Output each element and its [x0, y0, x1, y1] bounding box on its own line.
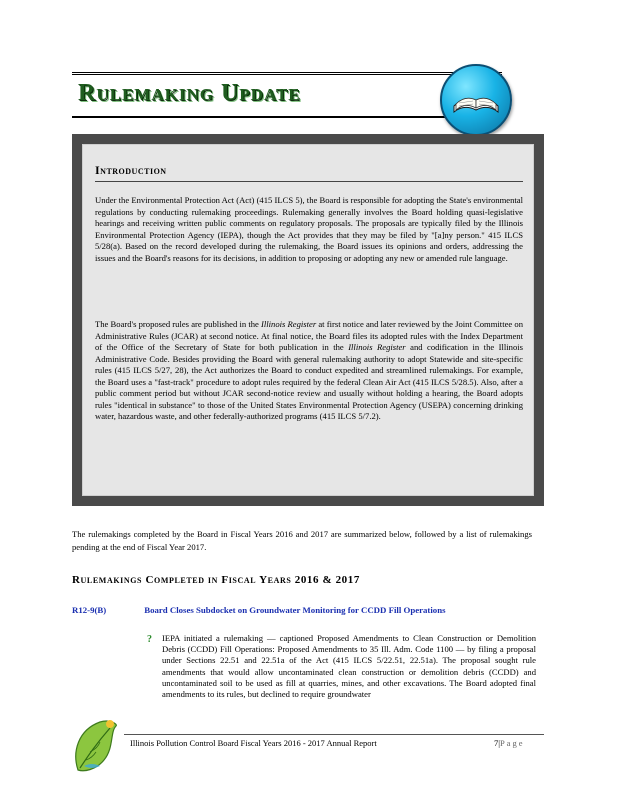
open-book-icon	[440, 64, 512, 136]
docket-heading	[72, 605, 542, 615]
footer-page-number	[494, 738, 524, 748]
introduction-paragraph-2	[95, 319, 523, 423]
introduction-box	[72, 134, 544, 506]
illinois-register-ref-2: Illinois Register	[348, 342, 406, 352]
header-bottom-rule	[72, 116, 502, 118]
introduction-heading: Introduction	[95, 163, 167, 177]
header-top-rule	[72, 72, 502, 75]
docket-title: Board Closes Subdocket on Groundwater Monitoring for CCDD Fill Operations	[144, 605, 446, 615]
page-separator: |	[498, 738, 500, 748]
introduction-panel	[82, 144, 534, 496]
footer-report-title: Illinois Pollution Control Board Fiscal Years 2016 - 2017 Annual Report	[130, 738, 377, 748]
page-word: Page	[499, 738, 525, 748]
footer-rule	[124, 734, 544, 735]
page-number: 7	[494, 738, 499, 748]
summary-paragraph: The rulemakings completed by the Board in Fiscal Years 2016 and 2017 are summarized below, followed by a list of rulemakings pending at the end of Fiscal Year 2017.	[72, 529, 532, 552]
docket-number: R12-9(B)	[72, 605, 107, 615]
docket-summary-text: IEPA initiated a rulemaking — captioned Proposed Amendments to Clean Construction or Demolition Debris (CCDD) Fill Operations: Proposed Amendments to 35 Ill. Adm. Code 1100 — by filing a proposal under Sections 22.51 and 22.51a of the Act (415 ILCS 5/22.51, 22.51a). The proposal sought rule amendments that would allow uncontaminated clean construction or demolition debris (CCDD) and uncontaminated soil to be used as fill at quarries, mines, and other excavations. The Board adopted final amendments to its rules, but declined to require groundwater	[162, 633, 536, 700]
page-title: Rulemaking Update	[78, 80, 301, 106]
leaf-logo-icon	[70, 712, 122, 776]
section-heading: Rulemakings Completed in Fiscal Years 2016 & 2017	[72, 574, 360, 586]
illinois-register-ref-1: Illinois Register	[261, 319, 317, 329]
introduction-heading-rule	[95, 181, 523, 182]
bullet-icon: ?	[147, 634, 152, 645]
paragraph-2-text-b: at first notice and later reviewed by the Joint Committee on Administrative Rules (JCAR) at second notice. At final notice, the Board files its adopted rules with the Index Department of the Office of the Secretary of State for both publication in the	[95, 319, 523, 352]
paragraph-2-text-c: and codification in the Illinois Administrative Code. Besides providing the Board with general rulemaking authority to adopt Statewide and site-specific rules (415 ILCS 5/27, 28), the Act authorizes the Board to conduct expedited and streamlined rulemakings. For example, the Board uses a "fast-track" procedure to adopt rules required by the federal Clean Air Act (415 ILCS 5/28.5). Also, after a public comment period but without JCAR second-notice review and usually without holding a hearing, the Board adopts rules "identical in substance" to those of the United States Environmental Protection Agency (USEPA) concerning drinking water, hazardous waste, and other federally-authorized programs (415 ILCS 5/7.2).	[95, 342, 524, 421]
paragraph-2-text-a: The Board's proposed rules are published in the	[95, 319, 262, 329]
introduction-paragraph-1: Under the Environmental Protection Act (Act) (415 ILCS 5), the Board is responsible for adopting the State's environmental regulations by conducting rulemaking proceedings. Rulemaking generally involves the Board holding quasi-legislative hearings and receiving written public comments on regulatory proposals. The proposals are typically filed by the Illinois Environmental Protection Agency (IEPA), though the Act provides that they may be filed by "[a]ny person." 415 ILCS 5/28(a). Based on the record developed during the rulemaking, the Board issues its opinions and orders, addressing the issues and the Board's reasons for its decisions, in addition to proposing or adopting any new or amended rule language.	[95, 195, 523, 263]
